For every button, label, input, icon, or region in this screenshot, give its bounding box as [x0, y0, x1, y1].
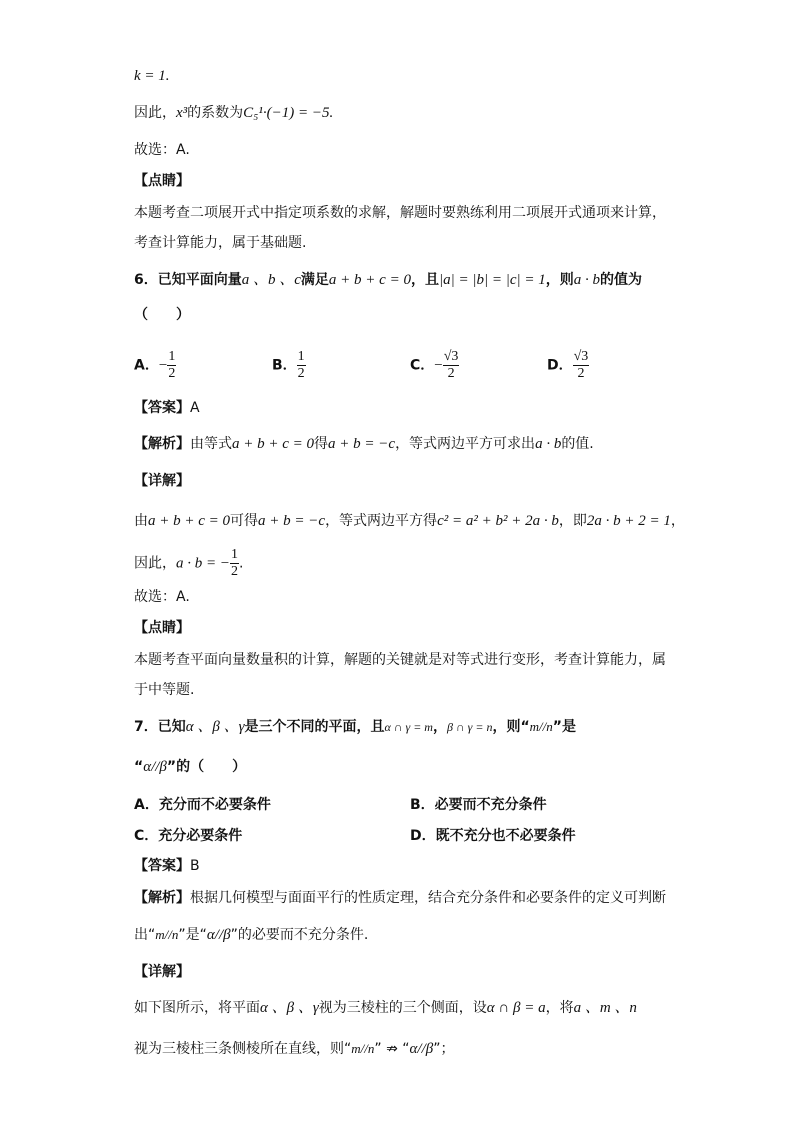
q6-d1-eq1: a + b + c = 0	[148, 513, 231, 529]
comment1-line2: 考查计算能力，属于基础题.	[134, 235, 307, 251]
q6-stem1: 6．已知平面向量	[134, 272, 242, 288]
q6-option-a-sign: −	[158, 357, 168, 374]
q6-d1-eq4: 2a · b + 2 = 1	[586, 513, 671, 529]
q7-option-d-text: 既不充分也不必要条件	[435, 828, 576, 844]
q6-detail-line2	[134, 547, 243, 580]
q6-analysis-text-c: ，等式两边平方可求出	[395, 436, 536, 452]
q7-detail-line1	[134, 998, 637, 1018]
q6-norms: |a| = |b| = |c| = 1	[438, 272, 546, 288]
choose-a-1: 故选：A.	[134, 142, 190, 158]
q7-d2-text-b: ” ⇏ “	[374, 1041, 410, 1057]
q6-condition: a + b + c = 0	[328, 272, 411, 288]
q7-analysis-tag: 【解析】	[134, 890, 190, 906]
q6-stem2: 满足	[300, 272, 329, 288]
q6-option-b-num: 1	[297, 349, 305, 364]
q6-answer	[134, 398, 200, 418]
q6-comment-line2: 于中等题.	[134, 682, 195, 698]
q7-option-a-label: A．	[134, 797, 159, 813]
q7-d1-lines: a 、m 、n	[573, 1000, 637, 1016]
q6-d1-text-e: ，	[670, 513, 685, 529]
q7-detail-heading: 【详解】	[134, 964, 190, 980]
q7-d2-rel2: α//β	[409, 1041, 434, 1057]
q6-option-a-den: 2	[168, 366, 176, 381]
coef-x3: x³	[176, 105, 188, 121]
q7-stem6: ”的（ ）	[166, 759, 247, 775]
q7-rel-alpha-beta: α//β	[143, 759, 167, 775]
q6-d2-fraction	[230, 547, 239, 580]
q6-option-c-label: C．	[410, 357, 435, 374]
q6-option-a-label: A．	[134, 357, 159, 374]
q6-analysis-tag: 【解析】	[134, 436, 190, 452]
q6-answer-tag: 【答案】	[134, 400, 190, 416]
q6-d2-text-a: 因此，	[134, 555, 176, 572]
q7-d1-eq: α ∩ β = a	[486, 1000, 546, 1016]
q7-detail-line2	[134, 1039, 454, 1059]
q6-stem5: 的值为	[599, 272, 642, 288]
q7-d1-text-a: 如下图所示，将平面	[134, 1000, 260, 1016]
q6-target: a · b	[573, 272, 600, 288]
q7-answer	[134, 856, 200, 876]
q7-stem	[134, 717, 576, 737]
q6-option-c-sign: −	[434, 357, 443, 374]
q6-d1-eq2: a + b = −c	[258, 513, 326, 529]
q7-option-d-label: D．	[410, 828, 436, 844]
q6-paren: （ ）	[134, 307, 190, 323]
q6-option-d-den: 2	[577, 366, 585, 381]
comment1-line1: 本题考查二项展开式中指定项系数的求解，解题时要熟练利用二项展开式通项来计算，	[134, 205, 666, 221]
q6-vectors: a 、b 、c	[241, 272, 301, 288]
q7-analysis-line1	[134, 888, 666, 908]
q6-comment-line1: 本题考查平面向量数量积的计算，解题的关键就是对等式进行变形，考查计算能力，属	[134, 652, 666, 668]
q7-stem2: 是三个不同的平面，且	[244, 719, 385, 735]
q6-comment-heading: 【点睛】	[134, 620, 190, 636]
q6-d2-num: 1	[231, 547, 238, 562]
q6-option-d-num: √3	[573, 349, 589, 364]
q6-analysis-eq3: a · b	[535, 436, 562, 452]
q6-analysis-eq2: a + b = −c	[328, 436, 396, 452]
q6-d1-eq3: c² = a² + b² + 2a · b	[437, 513, 559, 529]
coef-prefix: 因此，	[134, 105, 176, 121]
q7-d2-text-c: ”；	[433, 1041, 455, 1057]
q7-answer-value: B	[190, 858, 200, 874]
q7-answer-tag: 【答案】	[134, 858, 190, 874]
q6-d1-text-c: ，等式两边平方得	[325, 513, 438, 529]
q7-d2-rel1: m//n	[351, 1041, 375, 1056]
q7-stem5: “	[134, 759, 144, 775]
q6-analysis-text-b: 得	[314, 436, 329, 452]
q6-stem	[134, 270, 642, 290]
q6-detail-heading: 【详解】	[134, 473, 190, 489]
q7-analysis-text1: 根据几何模型与面面平行的性质定理，结合充分条件和必要条件的定义可判断	[190, 890, 666, 906]
q7-option-b[interactable]	[410, 794, 547, 816]
q7-analysis-l2b: m//n	[155, 927, 179, 942]
q7-d1-text-c: ，将	[545, 1000, 574, 1016]
q6-analysis-text-d: 的值.	[561, 436, 594, 452]
q7-option-c-text: 充分必要条件	[158, 828, 243, 844]
q6-d2-den: 2	[231, 564, 238, 579]
q7-option-a-text: 充分而不必要条件	[158, 797, 271, 813]
q7-option-a[interactable]	[134, 794, 271, 816]
q7-intersection2: β ∩ γ = n	[446, 720, 493, 734]
q6-d2-eq: a · b = −	[176, 555, 230, 572]
q7-stem1: 7．已知	[134, 719, 186, 735]
q6-option-a[interactable]	[134, 349, 176, 382]
coefficient-line	[134, 103, 333, 123]
q6-option-a-num: 1	[168, 349, 176, 364]
q6-stem4: ，则	[545, 272, 574, 288]
q7-option-d[interactable]	[410, 825, 576, 847]
q6-option-b-label: B．	[272, 357, 297, 374]
q6-d1-text-a: 由	[134, 513, 148, 529]
q7-stem-line2	[134, 757, 246, 777]
q6-option-b-fraction	[297, 349, 306, 382]
coef-mid: 的系数为	[187, 105, 244, 121]
comment-heading-1: 【点睛】	[134, 173, 190, 189]
q6-option-d-fraction	[573, 349, 590, 382]
q7-analysis-l2c: ”是“	[178, 927, 207, 943]
q7-analysis-l2e: ”的必要而不充分条件.	[230, 927, 369, 943]
q6-d1-text-b: 可得	[230, 513, 259, 529]
q7-analysis-l2a: 出“	[134, 927, 156, 943]
q6-d2-end: .	[239, 555, 244, 572]
q6-answer-value: A	[190, 400, 200, 416]
q7-d2-text-a: 视为三棱柱三条侧棱所在直线，则“	[134, 1041, 352, 1057]
q6-option-b-den: 2	[297, 366, 305, 381]
q6-analysis-text-a: 由等式	[190, 436, 232, 452]
q6-option-d-label: D．	[547, 357, 573, 374]
q7-stem3: ，则“	[492, 719, 530, 735]
q7-option-b-text: 必要而不充分条件	[434, 797, 547, 813]
q7-option-c[interactable]	[134, 825, 242, 847]
coef-expr: C₅¹·(−1) = −5.	[243, 105, 334, 121]
q6-option-d[interactable]	[547, 349, 589, 382]
q7-d1-greek: α 、β 、γ	[260, 1000, 319, 1016]
q7-stem4: ”是	[552, 719, 576, 735]
q7-intersection1: α ∩ γ = m	[384, 720, 433, 734]
q7-greek-planes: α 、β 、γ	[185, 719, 245, 735]
q7-analysis-l2d: α//β	[206, 927, 231, 943]
q7-option-c-label: C．	[134, 828, 159, 844]
q6-choose: 故选：A.	[134, 589, 190, 605]
q6-option-c[interactable]	[410, 349, 459, 382]
q6-option-c-num: √3	[443, 349, 459, 364]
q6-option-c-fraction	[443, 349, 460, 382]
q6-d1-text-d: ，即	[558, 513, 587, 529]
q6-option-b[interactable]	[272, 349, 306, 382]
q7-analysis-line2	[134, 925, 368, 945]
q6-stem3: ，且	[410, 272, 439, 288]
q6-option-a-fraction	[167, 349, 176, 382]
q6-analysis-eq1: a + b + c = 0	[232, 436, 315, 452]
q6-option-c-den: 2	[447, 366, 455, 381]
q6-analysis	[134, 434, 594, 454]
q7-sep: ，	[432, 719, 447, 735]
line-k-equals-1: k = 1.	[134, 68, 170, 84]
q7-rel-m-n: m//n	[529, 719, 553, 734]
q6-detail-line1	[134, 511, 685, 531]
q7-d1-text-b: 视为三棱柱的三个侧面，设	[318, 1000, 487, 1016]
q7-option-b-label: B．	[410, 797, 435, 813]
